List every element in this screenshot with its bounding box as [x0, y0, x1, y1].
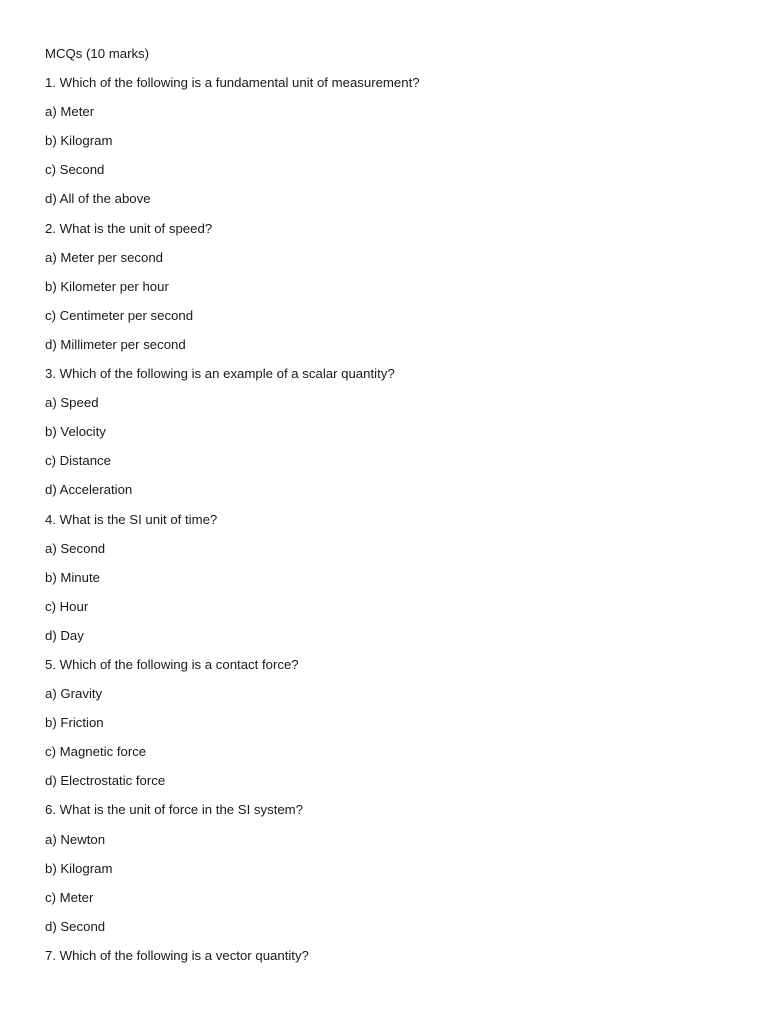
question-text: 4. What is the SI unit of time? [45, 511, 218, 527]
option-c: c) Hour [45, 598, 89, 614]
question-text: 2. What is the unit of speed? [45, 220, 213, 236]
question-5 [45, 655, 728, 800]
option-a: a) Meter per second [45, 249, 164, 265]
option-b: b) Minute [45, 569, 100, 585]
question-text: 6. What is the unit of force in the SI system? [45, 802, 304, 818]
option-d: d) Electrostatic force [45, 773, 166, 789]
question-7 [45, 946, 728, 975]
option-d: d) Millimeter per second [45, 336, 186, 352]
question-6 [45, 800, 728, 945]
option-d: d) Acceleration [45, 482, 133, 498]
option-a: a) Meter [45, 104, 95, 120]
question-1 [45, 73, 728, 218]
option-b: b) Velocity [45, 424, 106, 440]
question-text: 7. Which of the following is a vector quantity? [45, 947, 309, 963]
option-a: a) Newton [45, 831, 106, 847]
question-text: 3. Which of the following is an example of a scalar quantity? [45, 366, 395, 382]
option-c: c) Centimeter per second [45, 307, 194, 323]
option-d: d) Day [45, 627, 84, 643]
option-b: b) Kilogram [45, 133, 113, 149]
option-c: c) Second [45, 162, 105, 178]
option-c: c) Magnetic force [45, 744, 147, 760]
option-d: d) All of the above [45, 191, 151, 207]
question-text: 5. Which of the following is a contact force? [45, 656, 299, 672]
document-page [45, 44, 728, 975]
option-c: c) Distance [45, 453, 111, 469]
option-b: b) Friction [45, 715, 104, 731]
question-text: 1. Which of the following is a fundamental unit of measurement? [45, 75, 420, 91]
option-a: a) Second [45, 540, 106, 556]
document-heading: MCQs (10 marks) [45, 46, 150, 61]
option-b: b) Kilometer per hour [45, 278, 169, 294]
option-a: a) Gravity [45, 686, 103, 702]
option-a: a) Speed [45, 395, 99, 411]
option-b: b) Kilogram [45, 860, 113, 876]
question-2 [45, 219, 728, 364]
option-c: c) Meter [45, 889, 94, 905]
option-d: d) Second [45, 918, 106, 934]
question-3 [45, 364, 728, 509]
question-4 [45, 510, 728, 655]
